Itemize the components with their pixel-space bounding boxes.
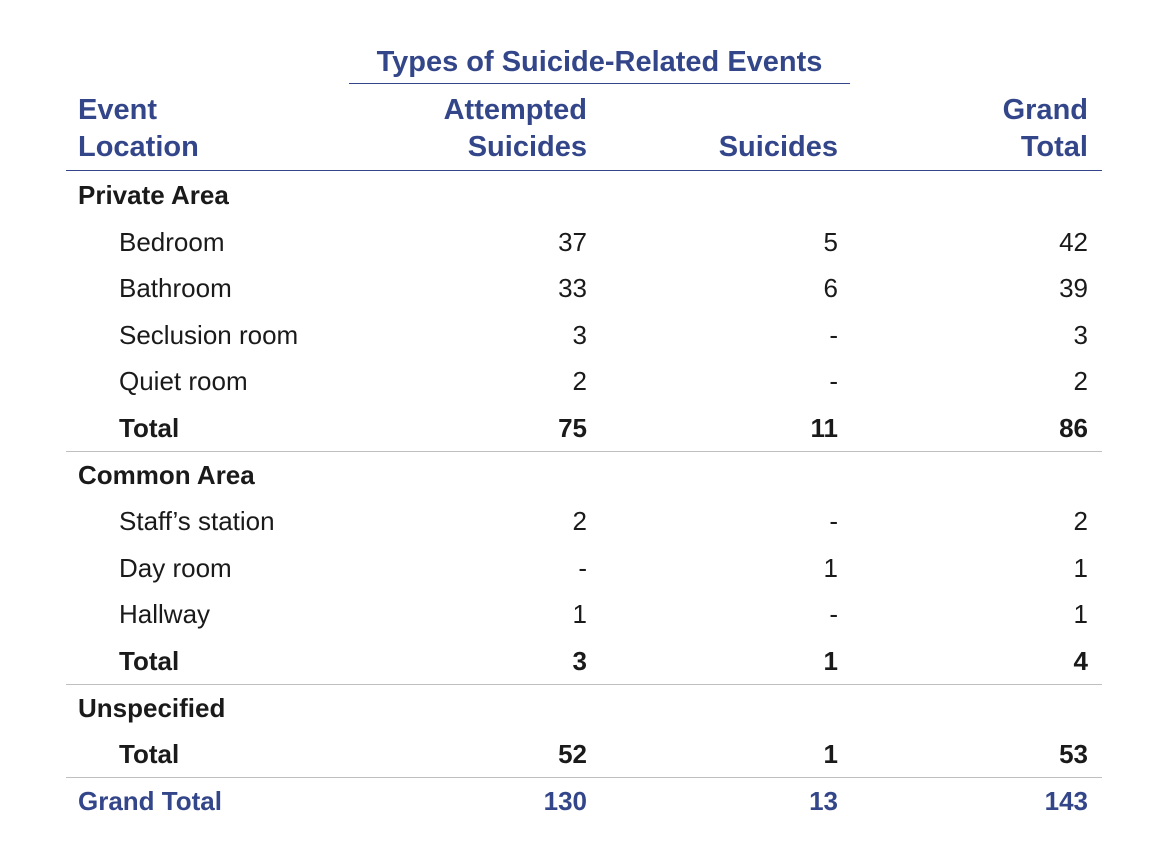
attempted-value: 75 bbox=[558, 412, 587, 443]
section-private-area bbox=[66, 172, 1102, 219]
grand-total-value: 42 bbox=[1059, 226, 1088, 257]
row-label: Total bbox=[119, 412, 180, 443]
suicides-value: 1 bbox=[823, 645, 838, 676]
grand-total-value: 2 bbox=[1073, 366, 1088, 397]
table-row bbox=[66, 545, 1102, 592]
grand-total-value: 143 bbox=[1044, 785, 1088, 816]
header-event-location-line2: Location bbox=[78, 131, 199, 163]
section-unspecified bbox=[66, 685, 1102, 732]
row-label: Day room bbox=[119, 552, 232, 583]
header-event-location bbox=[78, 92, 199, 166]
table-row bbox=[66, 498, 1102, 545]
grand-total-row bbox=[66, 778, 1102, 825]
attempted-value: - bbox=[578, 552, 587, 583]
attempted-value: 1 bbox=[572, 599, 587, 630]
header-event-location-line1: Event bbox=[78, 94, 157, 126]
grand-total-value: 2 bbox=[1073, 506, 1088, 537]
row-label: Seclusion room bbox=[119, 319, 299, 350]
subtotal-row bbox=[66, 638, 1102, 685]
subtotal-row bbox=[66, 731, 1102, 778]
header-attempted-line1: Attempted bbox=[443, 94, 587, 126]
row-label: Private Area bbox=[78, 180, 229, 210]
suicides-value: 11 bbox=[810, 412, 838, 443]
row-label: Bedroom bbox=[119, 226, 225, 257]
attempted-value: 130 bbox=[543, 785, 587, 816]
header-suicides bbox=[719, 129, 838, 166]
table-row bbox=[66, 219, 1102, 266]
table-row bbox=[66, 358, 1102, 405]
header-attempted-suicides bbox=[444, 92, 587, 166]
grand-total-value: 4 bbox=[1073, 645, 1088, 676]
data-table bbox=[66, 172, 1102, 824]
suicides-value: 1 bbox=[823, 552, 838, 583]
row-label: Common Area bbox=[78, 459, 255, 490]
suicides-value: - bbox=[829, 506, 838, 537]
suicides-value: - bbox=[829, 319, 838, 350]
header-grand-total bbox=[1003, 92, 1088, 166]
row-label: Total bbox=[119, 739, 180, 770]
suicides-value: 1 bbox=[823, 739, 838, 770]
row-label: Hallway bbox=[119, 599, 211, 630]
header-grand-line2: Total bbox=[1020, 131, 1088, 163]
table-row bbox=[66, 591, 1102, 638]
grand-total-value: 86 bbox=[1059, 412, 1088, 443]
grand-total-value: 53 bbox=[1059, 739, 1088, 770]
section-common-area bbox=[66, 452, 1102, 499]
row-label: Grand Total bbox=[78, 785, 222, 816]
table-row bbox=[66, 265, 1102, 312]
attempted-value: 3 bbox=[572, 645, 587, 676]
header-rule bbox=[66, 170, 1102, 171]
table-row bbox=[66, 312, 1102, 359]
table-title: Types of Suicide-Related Events bbox=[376, 46, 823, 78]
suicides-value: 5 bbox=[823, 226, 838, 257]
attempted-value: 37 bbox=[558, 226, 587, 257]
header-suicides-line1: Suicides bbox=[718, 131, 838, 163]
suicides-value: 13 bbox=[809, 785, 838, 816]
grand-total-value: 39 bbox=[1059, 273, 1088, 304]
attempted-value: 33 bbox=[558, 273, 587, 304]
row-label: Bathroom bbox=[119, 273, 232, 304]
attempted-value: 2 bbox=[572, 506, 587, 537]
row-label: Total bbox=[119, 645, 180, 676]
grand-total-value: 1 bbox=[1073, 599, 1088, 630]
header-attempted-line2: Suicides bbox=[467, 131, 587, 163]
attempted-value: 52 bbox=[558, 739, 587, 770]
suicides-value: 6 bbox=[823, 273, 838, 304]
attempted-value: 2 bbox=[572, 366, 587, 397]
header-grand-line1: Grand bbox=[1002, 94, 1088, 126]
attempted-value: 3 bbox=[572, 319, 587, 350]
suicides-value: - bbox=[829, 599, 838, 630]
group-underline bbox=[349, 83, 850, 84]
row-label: Quiet room bbox=[119, 366, 248, 397]
row-label: Unspecified bbox=[78, 692, 226, 723]
subtotal-row bbox=[66, 405, 1102, 452]
suicides-value: - bbox=[829, 366, 838, 397]
grand-total-value: 3 bbox=[1073, 319, 1088, 350]
row-label: Staff’s station bbox=[119, 506, 275, 537]
grand-total-value: 1 bbox=[1073, 552, 1088, 583]
